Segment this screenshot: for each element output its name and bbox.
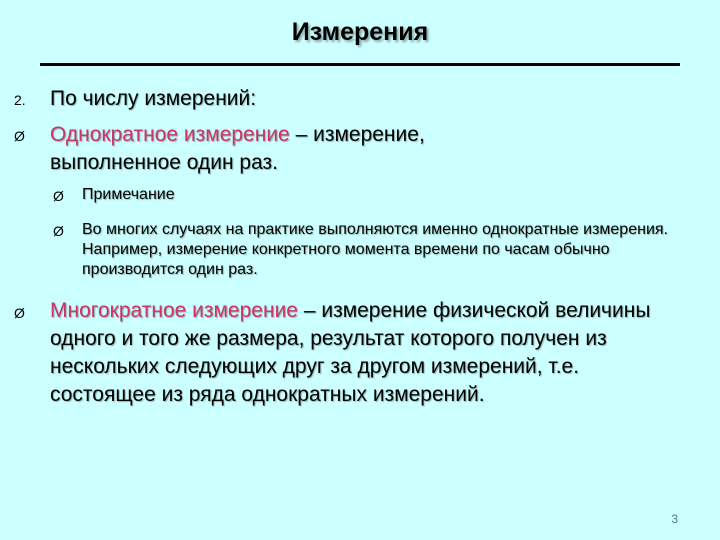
item2-bullet-icon: Ø bbox=[14, 128, 25, 144]
item2-definition: – измерение, выполненное один раз. bbox=[50, 123, 425, 174]
title-underline bbox=[40, 63, 680, 66]
item2-sub1-bullet-icon: Ø bbox=[53, 188, 64, 204]
item1-marker: 2. bbox=[14, 92, 26, 108]
item3-term: Многократное измерение bbox=[50, 299, 298, 322]
slide-title: Измерения bbox=[291, 18, 429, 46]
item2-sub2-bullet-icon: Ø bbox=[53, 223, 64, 239]
item2-text bbox=[50, 121, 520, 177]
item1-text: По числу измерений: bbox=[50, 87, 257, 110]
item3-text bbox=[50, 297, 690, 409]
item2-sub2-text: Во многих случаях на практике выполняются именно однократные измерения. Например, измерение конкретного момента времени по часам обычно производится один раз. bbox=[82, 221, 668, 278]
item2-term: Однократное измерение bbox=[50, 123, 290, 146]
item3-definition: – измерение физической величины одного и того же размера, результат которого получен из нескольких следующих друг за другом измерений, т.е. состоящее из ряда однократных измерений. bbox=[50, 299, 651, 406]
item3-bullet-icon: Ø bbox=[14, 305, 25, 321]
item2-sub1-text: Примечание bbox=[82, 186, 175, 203]
page-number: 3 bbox=[671, 512, 678, 526]
